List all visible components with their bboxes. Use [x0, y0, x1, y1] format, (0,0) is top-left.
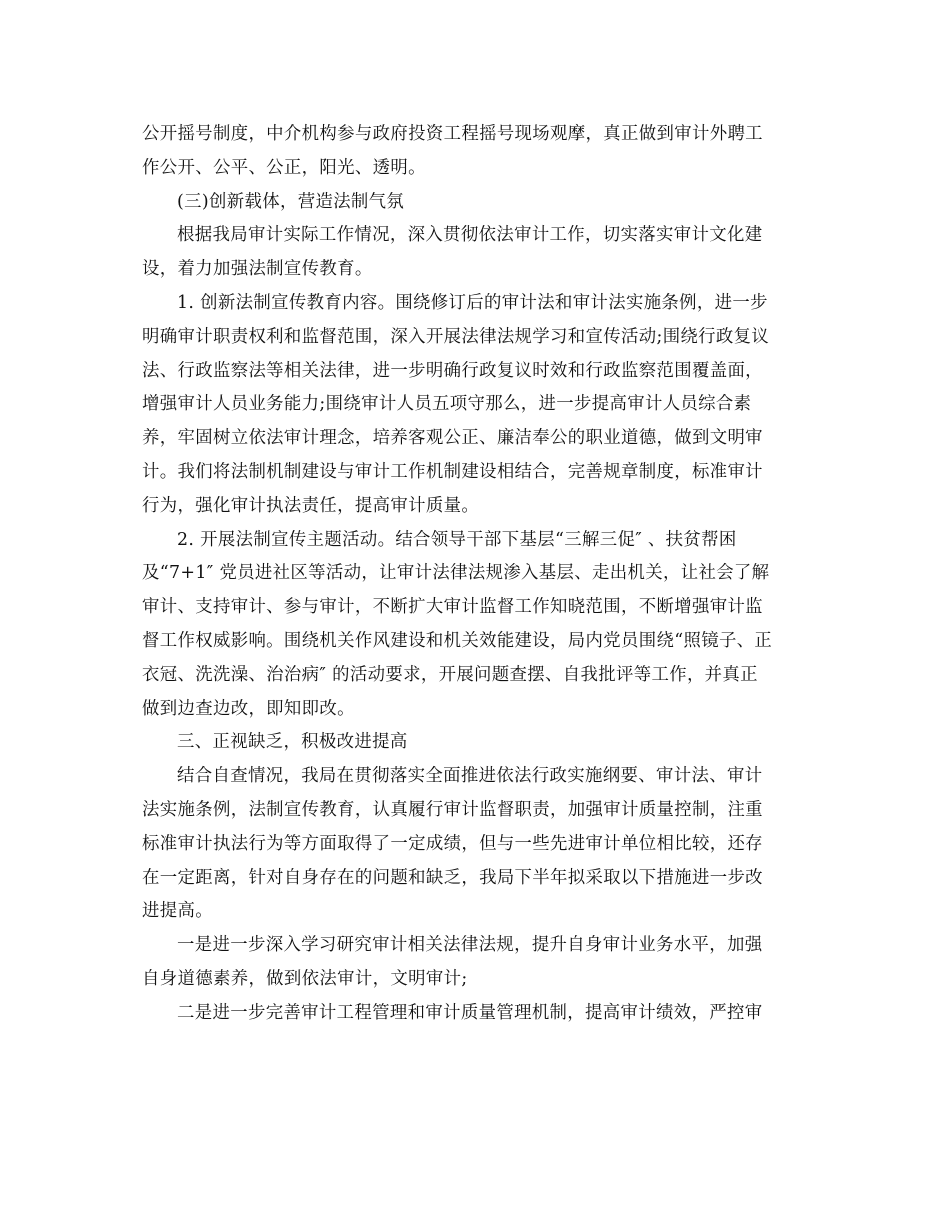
- paragraph-start-line: 1. 创新法制宣传教育内容。围绕修订后的审计法和审计法实施条例，进一步: [177, 292, 768, 313]
- text-line: 养，牢固树立依法审计理念，培养客观公正、廉洁奉公的职业道德，做到文明审: [142, 428, 763, 449]
- paragraph-start-line: 一是进一步深入学习研究审计相关法律法规，提升自身审计业务水平，加强: [177, 935, 763, 956]
- paragraph-start-line: 结合自查情况，我局在贯彻落实全面推进依法行政实施纲要、审计法、审计: [177, 766, 763, 787]
- paragraph-start-line: 根据我局审计实际工作情况，深入贯彻依法审计工作，切实落实审计文化建: [177, 225, 763, 246]
- paragraph-start-line: 二是进一步完善审计工程管理和审计质量管理机制，提高审计绩效，严控审: [177, 1002, 763, 1023]
- section-heading: 三、正视缺乏，积极改进提高: [177, 732, 408, 753]
- document-page: [142, 118, 808, 1031]
- paragraph-start-line: 2. 开展法制宣传主题活动。结合领导干部下基层“三解三促″ 、扶贫帮困: [177, 529, 737, 550]
- text-line: 自身道德素养，做到依法审计，文明审计;: [142, 968, 468, 989]
- text-line: 督工作权威影响。围绕机关作风建设和机关效能建设，局内党员围绕“照镜子、正: [142, 630, 773, 651]
- text-line: 计。我们将法制机制建设与审计工作机制建设相结合，完善规章制度，标准审计: [142, 461, 763, 482]
- text-line: 做到边查边改，即知即改。: [142, 698, 355, 719]
- text-line: 法实施条例，法制宣传教育，认真履行审计监督职责，加强审计质量控制，注重: [142, 799, 763, 820]
- text-line: 审计、支持审计、参与审计，不断扩大审计监督工作知晓范围，不断增强审计监: [142, 597, 763, 618]
- text-line: 衣冠、洗洗澡、治治病″ 的活动要求，开展问题查摆、自我批评等工作，并真正: [142, 664, 758, 685]
- text-line: 作公开、公平、公正，阳光、透明。: [142, 157, 426, 178]
- text-line: 行为，强化审计执法责任，提高审计质量。: [142, 495, 480, 516]
- text-line: 明确审计职责权利和监督范围，深入开展法律法规学习和宣传活动;围绕行政复议: [142, 326, 770, 347]
- text-line: 在一定距离，针对自身存在的问题和缺乏，我局下半年拟采取以下措施进一步改: [142, 867, 763, 888]
- text-line: 标准审计执法行为等方面取得了一定成绩，但与一些先进审计单位相比较，还存: [142, 833, 763, 854]
- text-line: 及“7+1″ 党员进社区等活动，让审计法律法规渗入基层、走出机关，让社会了解: [142, 563, 770, 584]
- text-line: 进提高。: [142, 901, 213, 922]
- text-line: 公开摇号制度，中介机构参与政府投资工程摇号现场观摩，真正做到审计外聘工: [142, 124, 763, 144]
- text-line: 法、行政监察法等相关法律，进一步明确行政复议时效和行政监察范围覆盖面，: [142, 360, 763, 381]
- section-heading: (三)创新载体，营造法制气氛: [177, 191, 405, 212]
- text-line: 增强审计人员业务能力;围绕审计人员五项守那么，进一步提高审计人员综合素: [142, 394, 752, 415]
- text-line: 设，着力加强法制宣传教育。: [142, 259, 373, 280]
